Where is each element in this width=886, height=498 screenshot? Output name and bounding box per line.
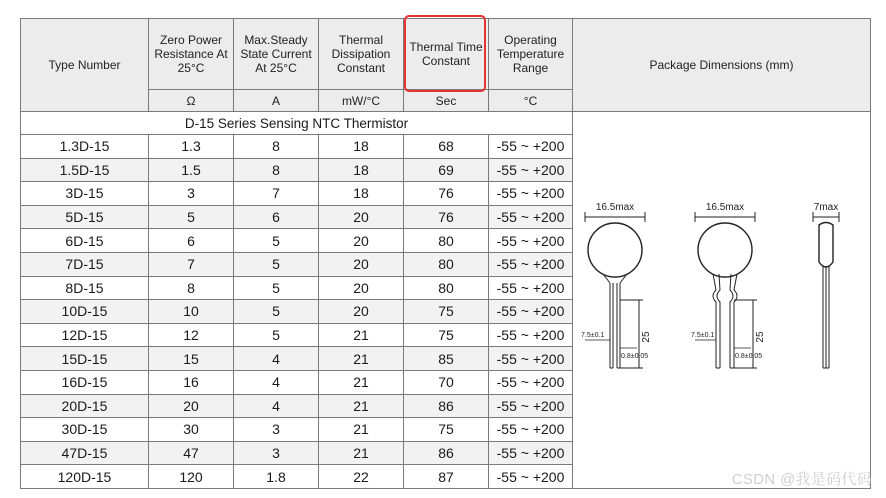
cell-d: 21 [319,441,404,465]
cell-d: 21 [319,394,404,418]
cell-d: 18 [319,182,404,206]
cell-type: 16D-15 [21,370,149,394]
watermark: CSDN @我是码代码 [731,471,872,488]
cell-i: 4 [234,347,319,371]
dim-lead-length-1: 25 [640,331,652,343]
dim-pitch-2: 7.5±0.1 [690,331,714,339]
unit-max-current: A [234,90,319,112]
cell-d: 21 [319,370,404,394]
cell-i: 8 [234,158,319,182]
cell-range: -55 ~ +200 [489,158,573,182]
cell-r: 15 [149,347,234,371]
cell-t: 80 [404,252,489,276]
cell-t: 75 [404,418,489,442]
dim-lead-dia-1: 0.8±0.05 [620,352,648,360]
spec-table [20,18,871,489]
cell-r: 8 [149,276,234,300]
header-type-number: Type Number [21,19,149,112]
dim-width-label-1: 16.5max [595,201,634,213]
cell-t: 70 [404,370,489,394]
cell-range: -55 ~ +200 [489,229,573,253]
dim-lead-dia-2: 0.8±0.05 [734,352,762,360]
cell-i: 7 [234,182,319,206]
cell-type: 120D-15 [21,465,149,489]
thermistor-straight-leads-drawing [585,212,645,368]
cell-t: 80 [404,276,489,300]
cell-d: 20 [319,276,404,300]
cell-range: -55 ~ +200 [489,465,573,489]
cell-d: 18 [319,135,404,159]
cell-r: 30 [149,418,234,442]
cell-d: 21 [319,347,404,371]
cell-i: 5 [234,229,319,253]
cell-range: -55 ~ +200 [489,182,573,206]
cell-type: 30D-15 [21,418,149,442]
cell-r: 120 [149,465,234,489]
cell-range: -55 ~ +200 [489,441,573,465]
dim-lead-length-2: 25 [754,331,766,343]
cell-i: 4 [234,370,319,394]
unit-zero-power: Ω [149,90,234,112]
header-package: Package Dimensions (mm) [573,19,871,112]
cell-t: 87 [404,465,489,489]
cell-r: 12 [149,323,234,347]
cell-range: -55 ~ +200 [489,205,573,229]
cell-i: 3 [234,418,319,442]
cell-type: 47D-15 [21,441,149,465]
dim-pitch-1: 7.5±0.1 [580,331,604,339]
cell-type: 10D-15 [21,300,149,324]
cell-d: 22 [319,465,404,489]
cell-range: -55 ~ +200 [489,135,573,159]
cell-t: 86 [404,394,489,418]
cell-type: 1.3D-15 [21,135,149,159]
cell-i: 8 [234,135,319,159]
cell-type: 1.5D-15 [21,158,149,182]
dim-thickness-label: 7max [813,201,838,213]
cell-r: 1.3 [149,135,234,159]
cell-t: 76 [404,205,489,229]
dim-width-label-2: 16.5max [705,201,744,213]
cell-r: 10 [149,300,234,324]
cell-i: 5 [234,276,319,300]
cell-range: -55 ~ +200 [489,394,573,418]
package-diagram [577,200,867,400]
cell-t: 75 [404,300,489,324]
thermistor-kinked-leads-drawing [695,212,757,368]
cell-i: 1.8 [234,465,319,489]
header-zero-power: Zero Power Resistance At 25°C [149,19,234,90]
package-diagram-cell [573,112,871,489]
cell-t: 86 [404,441,489,465]
cell-i: 5 [234,252,319,276]
header-max-current: Max.Steady State Current At 25°C [234,19,319,90]
cell-t: 76 [404,182,489,206]
cell-d: 18 [319,158,404,182]
cell-range: -55 ~ +200 [489,300,573,324]
cell-r: 16 [149,370,234,394]
cell-type: 15D-15 [21,347,149,371]
unit-temp-range: °C [489,90,573,112]
cell-type: 5D-15 [21,205,149,229]
cell-range: -55 ~ +200 [489,252,573,276]
cell-type: 6D-15 [21,229,149,253]
cell-type: 3D-15 [21,182,149,206]
cell-d: 20 [319,229,404,253]
header-dissipation: Thermal Dissipation Constant [319,19,404,90]
cell-range: -55 ~ +200 [489,418,573,442]
cell-type: 12D-15 [21,323,149,347]
cell-range: -55 ~ +200 [489,276,573,300]
cell-r: 3 [149,182,234,206]
cell-t: 75 [404,323,489,347]
header-time-constant: Thermal Time Constant [404,19,489,90]
cell-i: 3 [234,441,319,465]
cell-range: -55 ~ +200 [489,370,573,394]
cell-i: 6 [234,205,319,229]
cell-t: 68 [404,135,489,159]
cell-range: -55 ~ +200 [489,323,573,347]
cell-r: 7 [149,252,234,276]
cell-d: 20 [319,300,404,324]
cell-d: 20 [319,252,404,276]
unit-dissipation: mW/°C [319,90,404,112]
cell-range: -55 ~ +200 [489,347,573,371]
cell-t: 69 [404,158,489,182]
cell-i: 5 [234,323,319,347]
cell-type: 7D-15 [21,252,149,276]
cell-i: 4 [234,394,319,418]
cell-r: 20 [149,394,234,418]
cell-d: 20 [319,205,404,229]
cell-t: 80 [404,229,489,253]
header-temp-range: Operating Temperature Range [489,19,573,90]
cell-r: 5 [149,205,234,229]
cell-r: 47 [149,441,234,465]
cell-type: 20D-15 [21,394,149,418]
cell-t: 85 [404,347,489,371]
unit-time-constant: Sec [404,90,489,112]
cell-d: 21 [319,323,404,347]
cell-type: 8D-15 [21,276,149,300]
cell-r: 6 [149,229,234,253]
cell-d: 21 [319,418,404,442]
cell-i: 5 [234,300,319,324]
series-title: D-15 Series Sensing NTC Thermistor [21,112,573,135]
thermistor-side-view-drawing [813,212,839,368]
cell-r: 1.5 [149,158,234,182]
